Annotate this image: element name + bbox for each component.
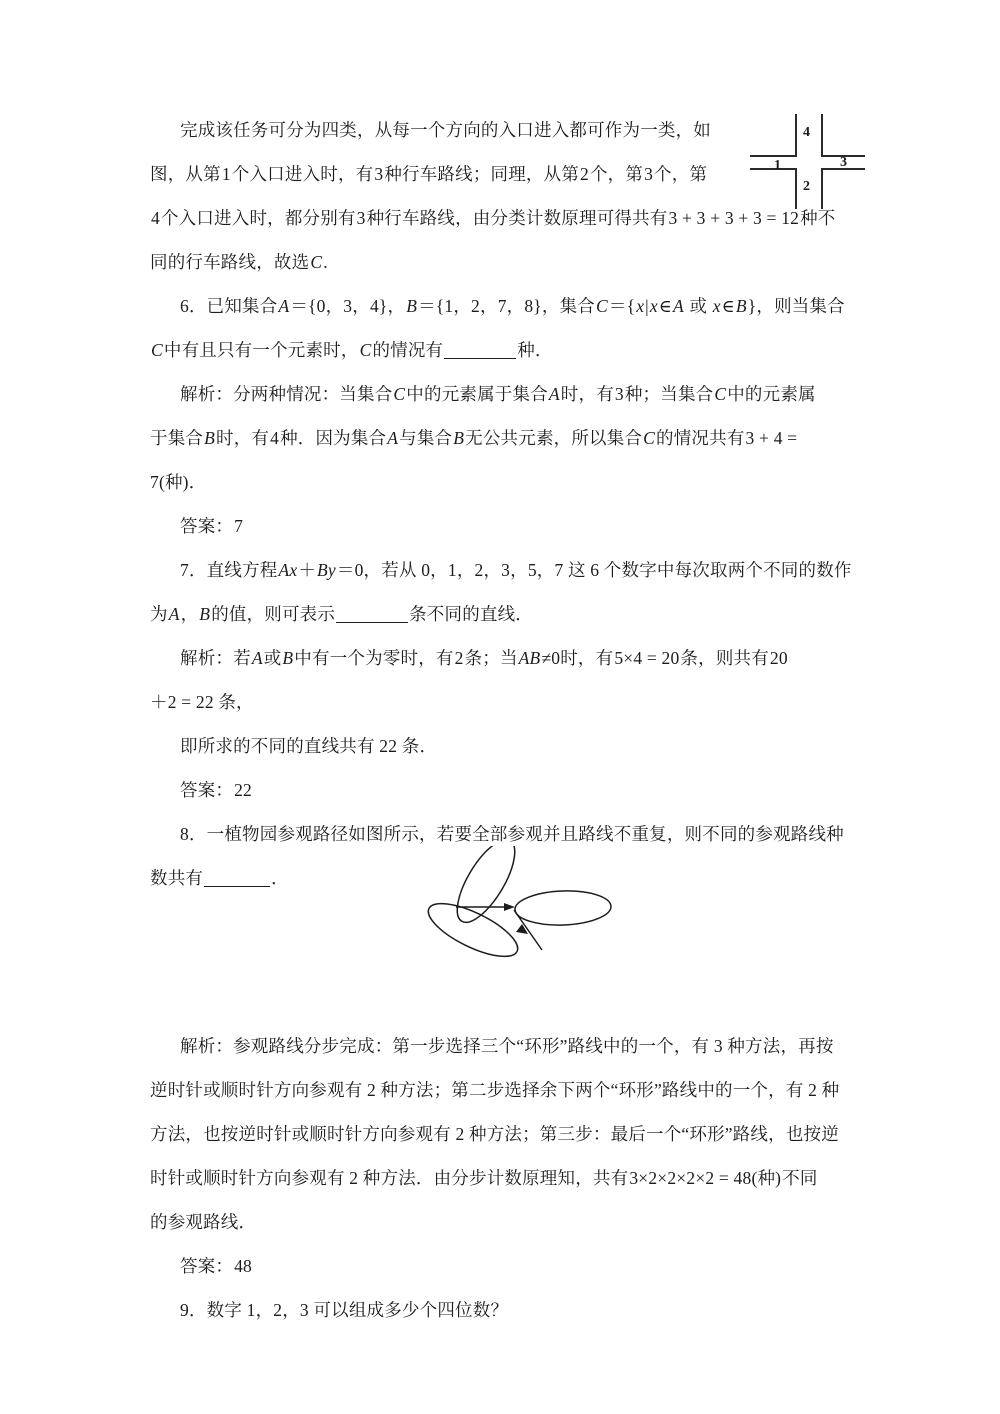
question8-solution-line-3 xyxy=(150,1112,862,1156)
question7-stem-line-2 xyxy=(150,592,862,636)
q6-eq1: ＝{0，3，4}， xyxy=(290,296,406,316)
q6-l2-var-C2: C xyxy=(359,340,372,360)
q6-sol-l1-d: 种；当集合 xyxy=(624,384,714,404)
q7-answer-label: 答案： xyxy=(180,780,234,800)
intersection-label-top: 4 xyxy=(803,125,810,140)
solution5-l2-a: 图，从第 xyxy=(150,164,221,184)
q7-eq-A: Ax xyxy=(278,560,298,580)
q8-sol-l5: 的参观路线． xyxy=(150,1212,257,1232)
question7-stem-line-1 xyxy=(150,548,862,592)
solution5-l4-b: . xyxy=(323,252,328,272)
q6-var-x2: x xyxy=(649,296,658,316)
intersection-label-left: 1 xyxy=(774,158,781,173)
q7-l2-a: 为 xyxy=(150,604,168,624)
solution5-l2-n3: 2 xyxy=(580,164,589,184)
question6-stem-line-2 xyxy=(150,328,862,372)
q6-eq4: }，则当集合 xyxy=(747,296,845,316)
q6-or: 或 xyxy=(684,296,712,316)
q6-sol-l2-A: A xyxy=(387,428,399,448)
q6-sol-l2-e: 无公共元素，所以集合 xyxy=(465,428,643,448)
q6-sol-l2-B2: B xyxy=(453,428,465,448)
q8-sol-l2: 逆时针或顺时针方向参观有 2 种方法；第二步选择余下两个“环形”路线中的一个，有 2 种 xyxy=(150,1080,840,1100)
q7-l2-b: 的值，则可表示 xyxy=(211,604,336,624)
q7-solution-label: 解析： xyxy=(180,648,234,668)
q6-sol-l1-c: 时，有 xyxy=(560,384,614,404)
intersection-label-right: 3 xyxy=(840,155,847,170)
q6-in1: ∈ xyxy=(658,296,673,316)
question6-number: 6． xyxy=(180,296,207,316)
question6-stem-line-1 xyxy=(150,284,862,328)
question8-number: 8． xyxy=(180,824,207,844)
solution5-line-4 xyxy=(150,240,862,284)
q7-sol-l1-d: 条；当 xyxy=(464,648,518,668)
q6-sol-l2-expr: 3 + 4 = xyxy=(745,428,798,448)
question7-solution-line-3 xyxy=(150,724,862,768)
question7-solution-line-2 xyxy=(150,680,862,724)
q6-var-C: C xyxy=(596,296,608,316)
q6-sol-l1-C: C xyxy=(393,384,406,404)
solution5-l4-a: 同的行车路线，故选 xyxy=(150,252,310,272)
text-column xyxy=(150,108,862,1332)
q6-l2-d: 的情况有 xyxy=(372,340,444,360)
question6-solution-line-3 xyxy=(150,460,862,504)
question8-solution-line-5 xyxy=(150,1200,862,1244)
q6-l2-e: 种． xyxy=(517,340,553,360)
q7-sol-l3: 即所求的不同的直线共有 22 条． xyxy=(180,736,438,756)
question8-solution-line-4 xyxy=(150,1156,862,1200)
solution5-l3-a: 个入口进入时，都分别有 xyxy=(160,208,356,228)
q6-sol-l2-c: 种．因为集合 xyxy=(280,428,387,448)
question6-answer-blank[interactable] xyxy=(444,358,516,359)
q7-sol-l1-e: 时，有 xyxy=(560,648,614,668)
q6-sol-l1-e: 中的元素属 xyxy=(727,384,816,404)
solution5-l3-c: 种不 xyxy=(800,208,836,228)
q6-sol-l1-C2: C xyxy=(714,384,727,404)
question9-stem-line xyxy=(150,1288,862,1332)
intersection-label-bottom: 2 xyxy=(803,179,810,194)
q6-sol-l1-n1: 3 xyxy=(614,384,624,404)
q8-sol-l1: 参观路线分步完成：第一步选择三个“环形”路线中的一个，有 3 种方法，再按 xyxy=(233,1036,834,1056)
q7-sol-l1-expr: 5×4 = 20 xyxy=(614,648,680,668)
solution5-l2-b: 个入口进入时，有 xyxy=(231,164,374,184)
q6-var-B: B xyxy=(406,296,418,316)
q6-var-A2: A xyxy=(673,296,684,316)
question9-number: 9． xyxy=(180,1300,207,1320)
solution5-l2-c: 种行车路线；同理，从第 xyxy=(384,164,580,184)
q8-sol-l4-b: 不同 xyxy=(782,1168,818,1188)
q7-sol-l2: ＋2 = 22 条， xyxy=(150,692,254,712)
q6-sol-l1-A: A xyxy=(548,384,560,404)
solution5-l3-expr: 3 + 3 + 3 + 3 = 12 xyxy=(668,208,800,228)
q8-sol-l4-expr: 3×2×2×2×2 = 48(种) xyxy=(629,1168,782,1188)
q9-stem: 数字 1，2，3 可以组成多少个四位数？ xyxy=(206,1300,509,1320)
solution5-line-3 xyxy=(150,196,862,240)
q6-in2: ∈ xyxy=(721,296,735,316)
solution5-l4-option: C xyxy=(310,252,323,272)
solution5-l2-n4: 3 xyxy=(644,164,654,184)
q6-eq2: ＝{1，2，7，8}，集合 xyxy=(418,296,596,316)
solution5-l2-d: 个，第 xyxy=(589,164,644,184)
q7-eq-plus: ＋ xyxy=(298,560,317,580)
q8-stem-l2-b: ． xyxy=(271,868,289,888)
q6-sol-l2-f: 的情况共有 xyxy=(656,428,745,448)
solution5-l2-e: 个，第 xyxy=(654,164,708,184)
q6-bar: | xyxy=(645,296,649,316)
q6-sol-l2-B: B xyxy=(204,428,215,448)
question8-answer-blank[interactable] xyxy=(204,886,270,887)
q7-sol-l1-f: 条，则共有 xyxy=(680,648,769,668)
figure-spacer xyxy=(150,900,862,1024)
question7-answer-blank[interactable] xyxy=(336,622,408,623)
q6-sol-l1-b: 中的元素属于集合 xyxy=(406,384,548,404)
q7-answer-value: 22 xyxy=(234,780,253,800)
q6-l2-b: 中有且只有一个元素时， xyxy=(163,340,359,360)
q6-l2-var-C: C xyxy=(151,340,163,360)
q8-stem-l1: 一植物园参观路径如图所示，若要全部参观并且路线不重复，则不同的参观路线种 xyxy=(206,824,844,844)
q8-sol-l3: 方法，也按逆时针或顺时针方向参观有 2 种方法；第三步：最后一个“环形”路线，也按逆 xyxy=(150,1124,839,1144)
q7-l2-A: A xyxy=(168,604,180,624)
q6-answer-label: 答案： xyxy=(180,516,234,536)
q6-var-A: A xyxy=(278,296,290,316)
question8-stem-line-2 xyxy=(150,856,862,900)
q7-sol-l1-c: 中有一个为零时，有 xyxy=(294,648,454,668)
question6-solution-line-1 xyxy=(150,372,862,416)
question8-solution-line-1 xyxy=(150,1024,862,1068)
q6-sol-l2-C: C xyxy=(643,428,656,448)
solution5-l3-n2: 3 xyxy=(356,208,366,228)
q7-sol-l1-ne: ≠0 xyxy=(541,648,561,668)
solution5-l3-b: 种行车路线，由分类计数原理可得共有 xyxy=(366,208,668,228)
q6-sol-l2-n1: 4 xyxy=(270,428,280,448)
q7-stem-a: 直线方程 xyxy=(206,560,278,580)
q7-sol-l1-AB: AB xyxy=(518,648,541,668)
question8-stem-line-1 xyxy=(150,812,862,856)
solution5-l2-n1: 1 xyxy=(221,164,231,184)
q6-var-x1: x xyxy=(636,296,645,316)
q6-eq3: ＝{ xyxy=(608,296,636,316)
q8-solution-label: 解析： xyxy=(180,1036,234,1056)
question6-answer-line xyxy=(150,504,862,548)
q8-answer-label: 答案： xyxy=(180,1256,234,1276)
question6-solution-line-2 xyxy=(150,416,862,460)
q7-eq-B: By xyxy=(317,560,336,580)
q6-sol-l2-a: 于集合 xyxy=(150,428,204,448)
q6-solution-label: 解析： xyxy=(180,384,234,404)
q6-answer-value: 7 xyxy=(234,516,244,536)
q7-sol-l1-n1: 2 xyxy=(454,648,464,668)
q8-sol-l4-a: 时针或顺时针方向参观有 2 种方法．由分步计数原理知，共有 xyxy=(150,1168,629,1188)
question8-solution-line-2 xyxy=(150,1068,862,1112)
q6-sol-l2-d: 与集合 xyxy=(399,428,453,448)
q6-sol-l3: 7(种)． xyxy=(150,472,207,492)
solution5-line-1-text: 完成该任务可分为四类，从每一个方向的入口进入都可作为一类，如 xyxy=(180,120,711,140)
q7-eq-zero: ＝0， xyxy=(336,560,382,580)
q6-var-B2: B xyxy=(735,296,747,316)
q7-l2-B: B xyxy=(199,604,211,624)
q7-stem-b: 若从 0，1，2，3，5，7 这 6 个数字中每次取两个不同的数作 xyxy=(381,560,852,580)
q7-sol-l1-B: B xyxy=(282,648,294,668)
q7-sol-l1-A: A xyxy=(251,648,263,668)
q6-var-x3: x xyxy=(712,296,721,316)
q8-stem-l2-a: 数共有 xyxy=(150,868,204,888)
solution5-l2-n2: 3 xyxy=(374,164,384,184)
solution5-line-1 xyxy=(150,108,862,152)
q7-sol-l1-n2: 20 xyxy=(769,648,788,668)
question8-answer-line xyxy=(150,1244,862,1288)
question7-number: 7． xyxy=(180,560,207,580)
q7-l2-c: 条不同的直线． xyxy=(409,604,533,624)
q7-sol-l1-a: 若 xyxy=(233,648,251,668)
question7-answer-line xyxy=(150,768,862,812)
question7-solution-line-1 xyxy=(150,636,862,680)
q7-l2-comma: ， xyxy=(180,604,199,624)
q6-stem-a: 已知集合 xyxy=(206,296,278,316)
q7-sol-l1-b: 或 xyxy=(263,648,282,668)
solution5-line-2 xyxy=(150,152,862,196)
q6-sol-l1-a: 分两种情况：当集合 xyxy=(233,384,393,404)
q6-sol-l2-b: 时，有 xyxy=(216,428,270,448)
q8-answer-value: 48 xyxy=(234,1256,253,1276)
solution5-l3-n1: 4 xyxy=(151,208,160,228)
